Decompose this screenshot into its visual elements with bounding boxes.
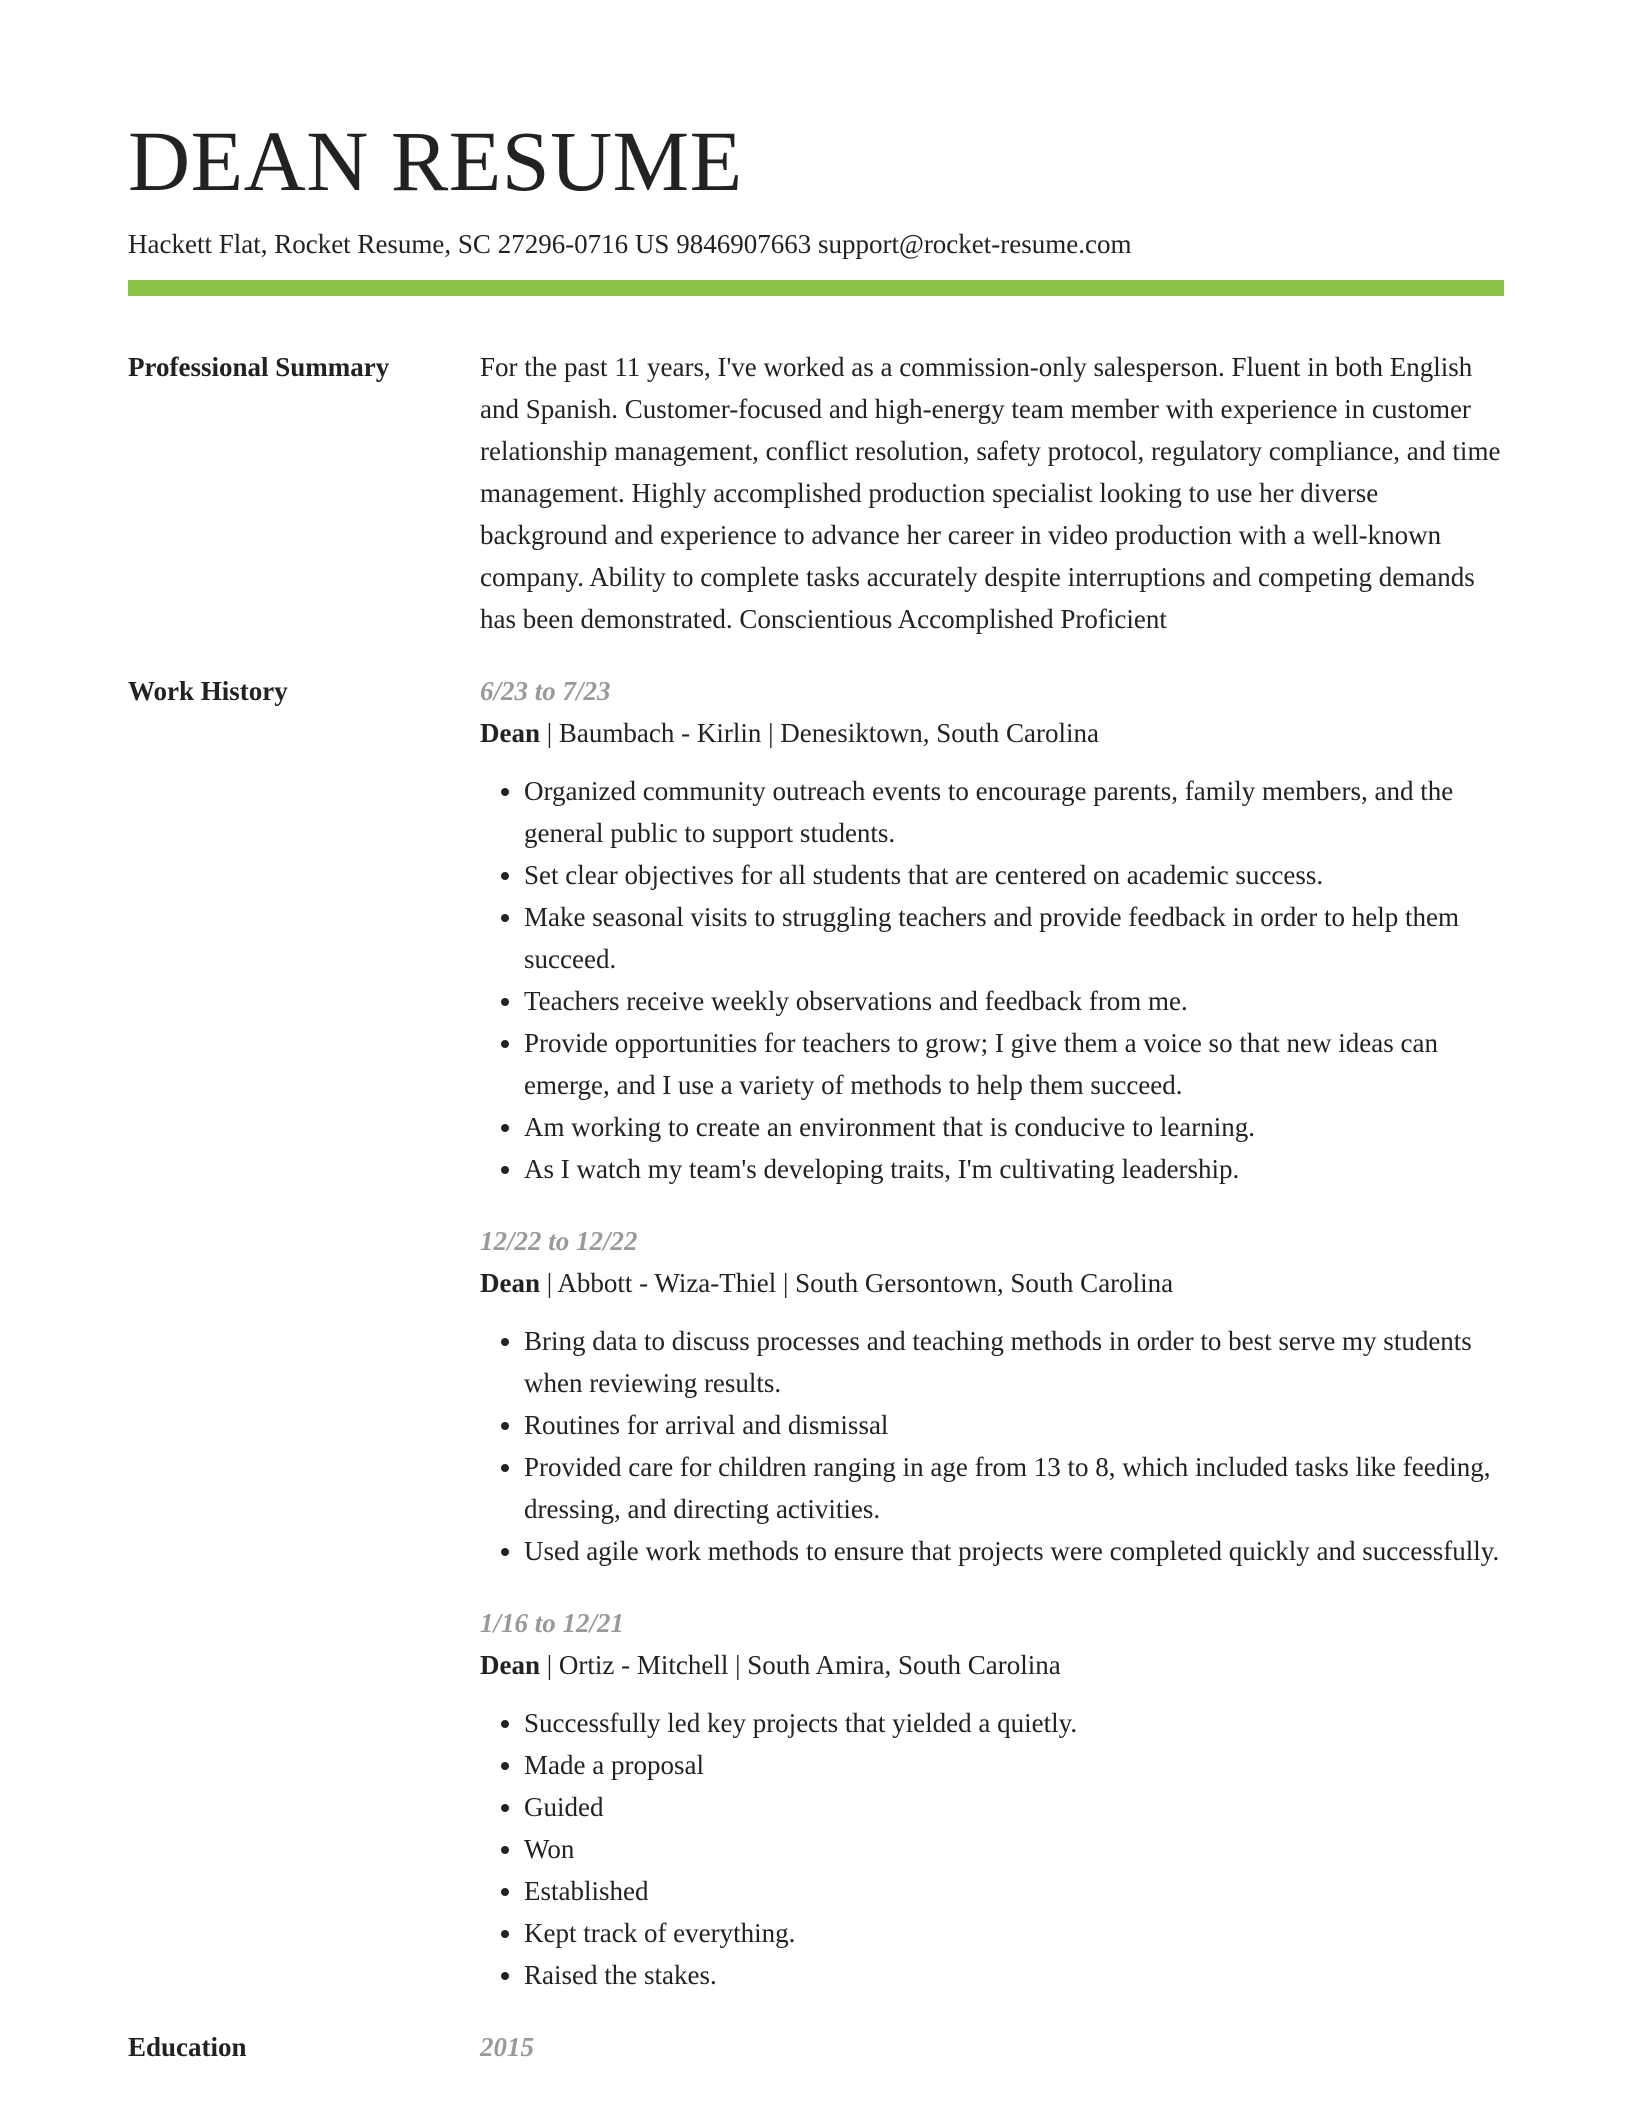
- job-employer-location: | Ortiz - Mitchell | South Amira, South Carolina: [540, 1650, 1061, 1681]
- work-history-section: [128, 670, 1504, 1996]
- job-title: Dean: [480, 1650, 540, 1681]
- job-role-line: [480, 712, 1504, 754]
- professional-summary-section: [128, 346, 1504, 640]
- job-bullet: • Teachers receive weekly observations and feedback from me.: [524, 980, 1504, 1022]
- job-bullet: • Made a proposal: [524, 1744, 1504, 1786]
- section-title-summary: Professional Summary: [128, 352, 390, 383]
- job-title: Dean: [480, 1268, 540, 1299]
- job-bullet: • Guided: [524, 1786, 1504, 1828]
- job-bullet: • Provided care for children ranging in age from 13 to 8, which included tasks like feeding, dressing, and directing activities.: [524, 1446, 1504, 1530]
- section-title-work-history: Work History: [128, 676, 288, 707]
- job-bullet: • Am working to create an environment that is conducive to learning.: [524, 1106, 1504, 1148]
- job-bullets: [480, 770, 1504, 1190]
- job-bullet: • Raised the stakes.: [524, 1954, 1504, 1996]
- job-bullet: • As I watch my team's developing traits, I'm cultivating leadership.: [524, 1148, 1504, 1190]
- job-dates: 12/22 to 12/22: [480, 1226, 638, 1257]
- contact-email: support@rocket-resume.com: [817, 229, 1132, 259]
- job-role-line: [480, 1262, 1504, 1304]
- job-bullet: • Kept track of everything.: [524, 1912, 1504, 1954]
- education-date: 2015: [480, 2032, 534, 2063]
- work-history-list: [480, 670, 1504, 1996]
- education-body: [480, 2026, 1504, 2068]
- job-bullet: • Successfully led key projects that yielded a quietly.: [524, 1702, 1504, 1744]
- job-entry: [480, 1220, 1504, 1572]
- job-bullet: • Make seasonal visits to struggling teachers and provide feedback in order to help them succeed.: [524, 896, 1504, 980]
- job-dates: 1/16 to 12/21: [480, 1608, 625, 1639]
- job-bullet: • Provide opportunities for teachers to grow; I give them a voice so that new ideas can emerge, and I use a variety of methods to help them succeed.: [524, 1022, 1504, 1106]
- education-section: [128, 2026, 1504, 2068]
- summary-text: For the past 11 years, I've worked as a commission-only salesperson. Fluent in both English and Spanish. Customer-focused and high-energy team member with experience in customer relationship management, conflict resolution, safety protocol, regulatory compliance, and time management. Highly accomplished production specialist looking to use her diverse background and experience to advance her career in video production with a well-known company. Ability to complete tasks accurately despite interruptions and competing demands has been demonstrated. Conscientious Accomplished Proficient: [480, 352, 1501, 635]
- job-entry: [480, 670, 1504, 1190]
- job-entry: [480, 1602, 1504, 1996]
- job-bullet: • Bring data to discuss processes and teaching methods in order to best serve my students when reviewing results.: [524, 1320, 1504, 1404]
- job-employer-location: | Baumbach - Kirlin | Denesiktown, South Carolina: [540, 718, 1099, 749]
- resume-name: DEAN RESUME: [128, 113, 743, 209]
- header-accent-bar: [128, 280, 1504, 296]
- section-title-education: Education: [128, 2032, 247, 2063]
- job-role-line: [480, 1644, 1504, 1686]
- job-bullet: • Set clear objectives for all students that are centered on academic success.: [524, 854, 1504, 896]
- job-dates: 6/23 to 7/23: [480, 676, 611, 707]
- contact-line: [128, 228, 1504, 260]
- job-bullet: • Used agile work methods to ensure that projects were completed quickly and successfully.: [524, 1530, 1504, 1572]
- job-bullets: [480, 1320, 1504, 1572]
- job-employer-location: | Abbott - Wiza-Thiel | South Gersontown, South Carolina: [540, 1268, 1174, 1299]
- job-bullet: • Organized community outreach events to encourage parents, family members, and the general public to support students.: [524, 770, 1504, 854]
- job-bullet: • Won: [524, 1828, 1504, 1870]
- job-bullet: • Routines for arrival and dismissal: [524, 1404, 1504, 1446]
- job-bullets: [480, 1702, 1504, 1996]
- job-bullet: • Established: [524, 1870, 1504, 1912]
- contact-phone: 9846907663: [676, 229, 812, 259]
- contact-address: Hackett Flat, Rocket Resume, SC 27296-0716 US: [128, 229, 670, 259]
- job-title: Dean: [480, 718, 540, 749]
